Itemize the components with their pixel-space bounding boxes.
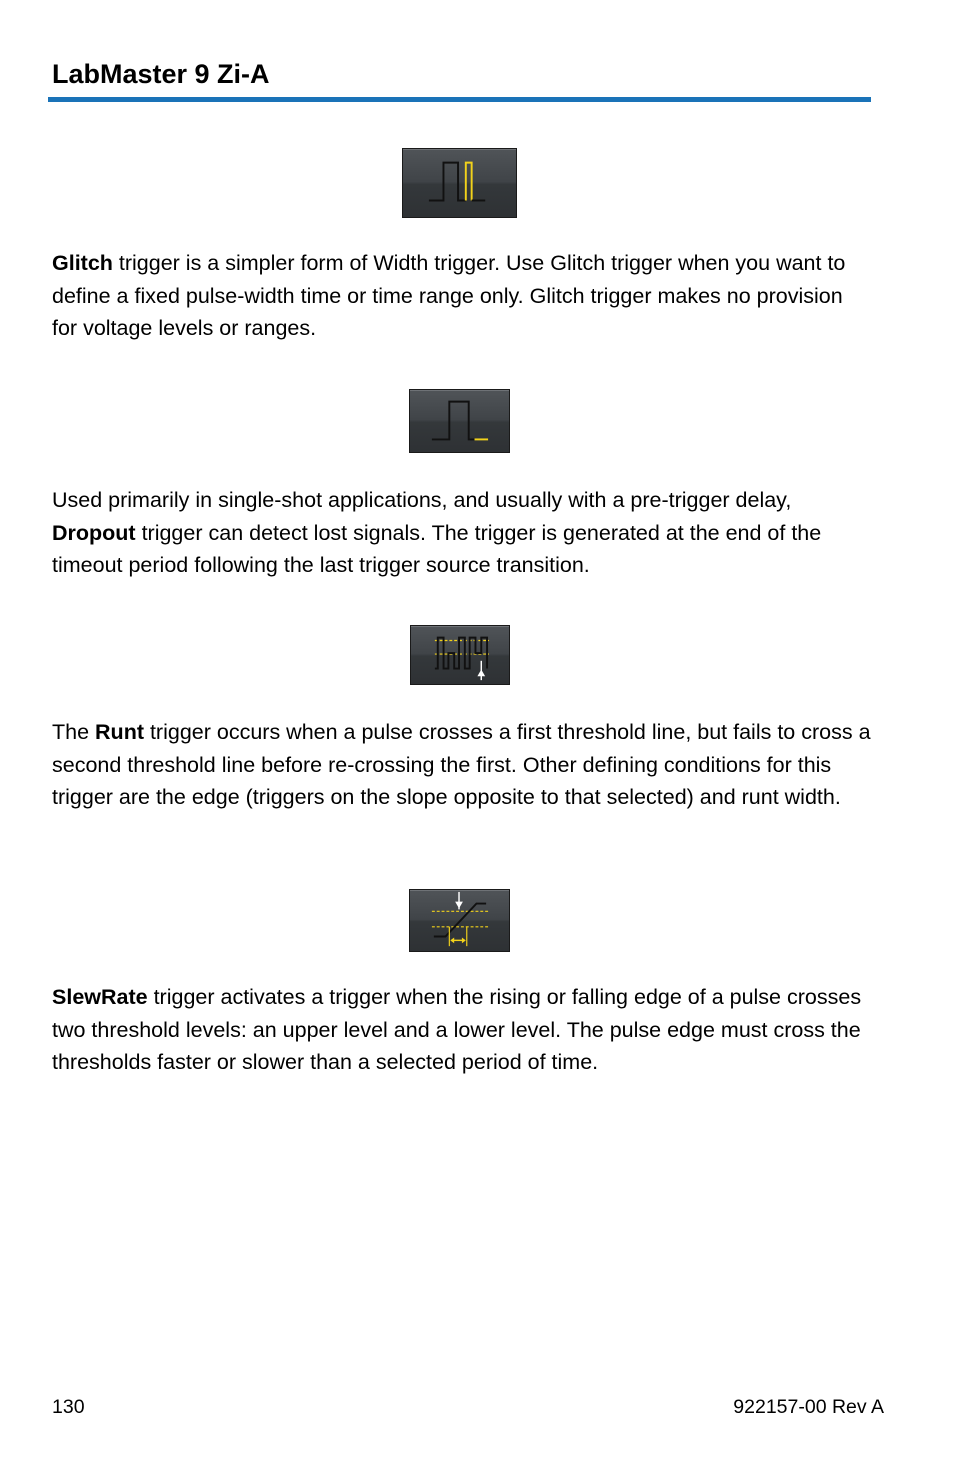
document-id: 922157-00 Rev A — [733, 1396, 884, 1418]
slewrate-text: trigger activates a trigger when the rising or falling edge of a pulse crosses two threshold levels: an upper level and a lower level. The pulse edge must cross the thresholds faster or slower than a selected period of time. — [52, 985, 862, 1074]
runt-paragraph — [52, 716, 872, 814]
runt-term: Runt — [95, 720, 144, 744]
dropout-trigger-icon — [409, 389, 510, 453]
glitch-paragraph — [52, 247, 872, 345]
glitch-waveform-graphic — [403, 149, 516, 217]
runt-text-pre: The — [52, 720, 96, 744]
slewrate-paragraph — [52, 981, 872, 1079]
dropout-waveform-graphic — [410, 390, 509, 452]
glitch-term: Glitch — [52, 251, 113, 275]
runt-trigger-icon — [410, 625, 510, 685]
dropout-term: Dropout — [52, 520, 136, 545]
slewrate-trigger-icon — [409, 889, 510, 952]
dropout-text-pre: Used primarily in single-shot applications, and usually with a pre-trigger delay, — [52, 488, 792, 512]
runt-waveform-graphic — [411, 626, 509, 684]
dropout-text-post: trigger can detect lost signals. The trigger is generated at the end of the timeout period following the last trigger source transition. — [52, 520, 822, 577]
runt-text-post: trigger occurs when a pulse crosses a first threshold line, but fails to cross a second threshold line before re-crossing the first. Other defining conditions for this trigger are the edge (triggers on the slope opposite to that selected) and runt width. — [52, 720, 871, 809]
slewrate-waveform-graphic — [410, 890, 509, 951]
glitch-trigger-icon — [402, 148, 517, 218]
page-title: LabMaster 9 Zi-A — [52, 59, 270, 89]
glitch-text: trigger is a simpler form of Width trigger. Use Glitch trigger when you want to define a fixed pulse-width time or time range only. Glitch trigger makes no provision for voltage levels or ranges. — [52, 251, 846, 340]
page-number: 130 — [52, 1396, 85, 1418]
slewrate-term: SlewRate — [52, 985, 148, 1009]
title-rule — [48, 97, 871, 102]
dropout-paragraph — [52, 484, 872, 582]
